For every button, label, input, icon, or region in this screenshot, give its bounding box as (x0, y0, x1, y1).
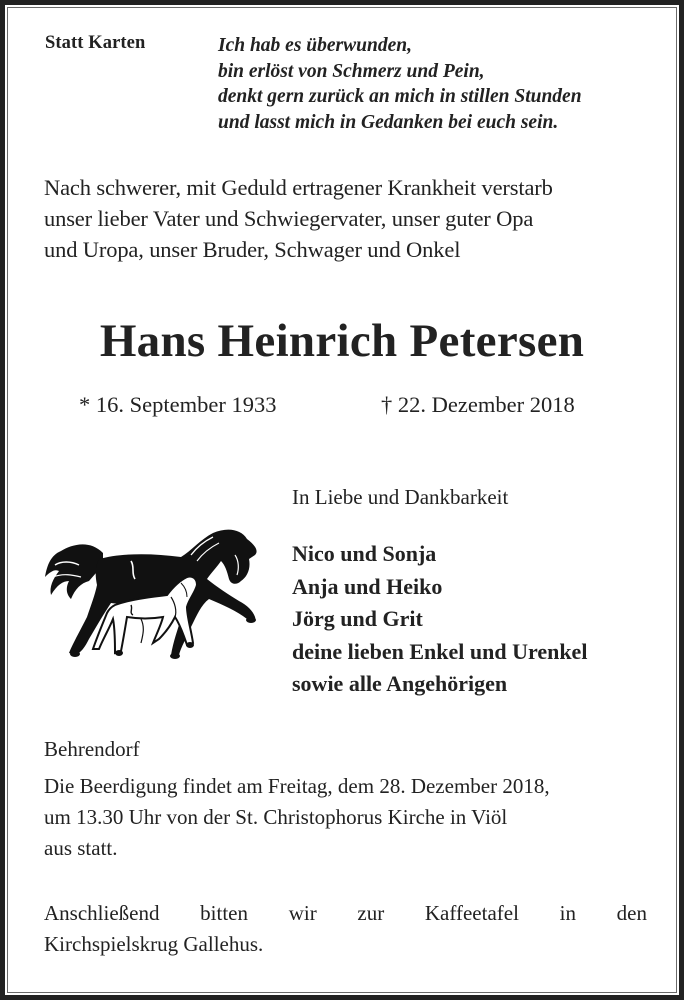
poem-line: und lasst mich in Gedanken bei euch sein. (218, 111, 559, 133)
statt-karten-label: Statt Karten (45, 33, 146, 53)
intro-line: unser lieber Vater und Schwiegervater, unser guter Opa (44, 206, 534, 231)
intro-paragraph (44, 172, 553, 265)
word: in (559, 901, 576, 925)
poem (218, 33, 582, 135)
funeral-line: um 13.30 Uhr von der St. Christophorus Kirche in Viöl (44, 805, 508, 829)
mourner-name: sowie alle Angehörigen (292, 671, 508, 696)
mourner-name: Jörg und Grit (292, 606, 423, 631)
word: den (616, 901, 647, 925)
funeral-line: Die Beerdigung findet am Freitag, dem 28. Dezember 2018, (44, 774, 550, 798)
place-name: Behrendorf (44, 737, 140, 761)
horse-and-foal-icon (41, 525, 263, 663)
funeral-line: aus statt. (44, 836, 118, 860)
thanks-line: In Liebe und Dankbarkeit (292, 485, 509, 509)
poem-line: Ich hab es überwunden, (218, 35, 412, 56)
deceased-name: Hans Heinrich Petersen (99, 315, 585, 367)
funeral-details (44, 771, 644, 864)
mourner-name: Anja und Heiko (292, 573, 443, 599)
coffee-line-2: Kirchspielskrug Gallehus. (44, 932, 264, 956)
death-date: † 22. Dezember 2018 (381, 392, 575, 417)
poem-line: bin erlöst von Schmerz und Pein, (218, 60, 485, 82)
obituary-card (5, 5, 679, 995)
inner-border (7, 7, 677, 993)
word: wir (288, 901, 317, 925)
word: bitten (200, 901, 248, 925)
coffee-line-1 (44, 898, 647, 929)
word: Kaffeetafel (424, 901, 519, 925)
intro-line: und Uropa, unser Bruder, Schwager und Onkel (44, 237, 461, 262)
birth-date: * 16. September 1933 (79, 392, 277, 417)
word: Anschließend (44, 901, 160, 925)
mourner-name: Nico und Sonja (292, 541, 437, 566)
poem-line: denkt gern zurück an mich in stillen Stunden (218, 86, 582, 107)
mourner-names (292, 538, 587, 701)
coffee-invitation (44, 898, 647, 960)
word: zur (357, 901, 385, 925)
intro-line: Nach schwerer, mit Geduld ertragener Krankheit verstarb (44, 175, 553, 200)
mourner-name: deine lieben Enkel und Urenkel (292, 638, 588, 664)
